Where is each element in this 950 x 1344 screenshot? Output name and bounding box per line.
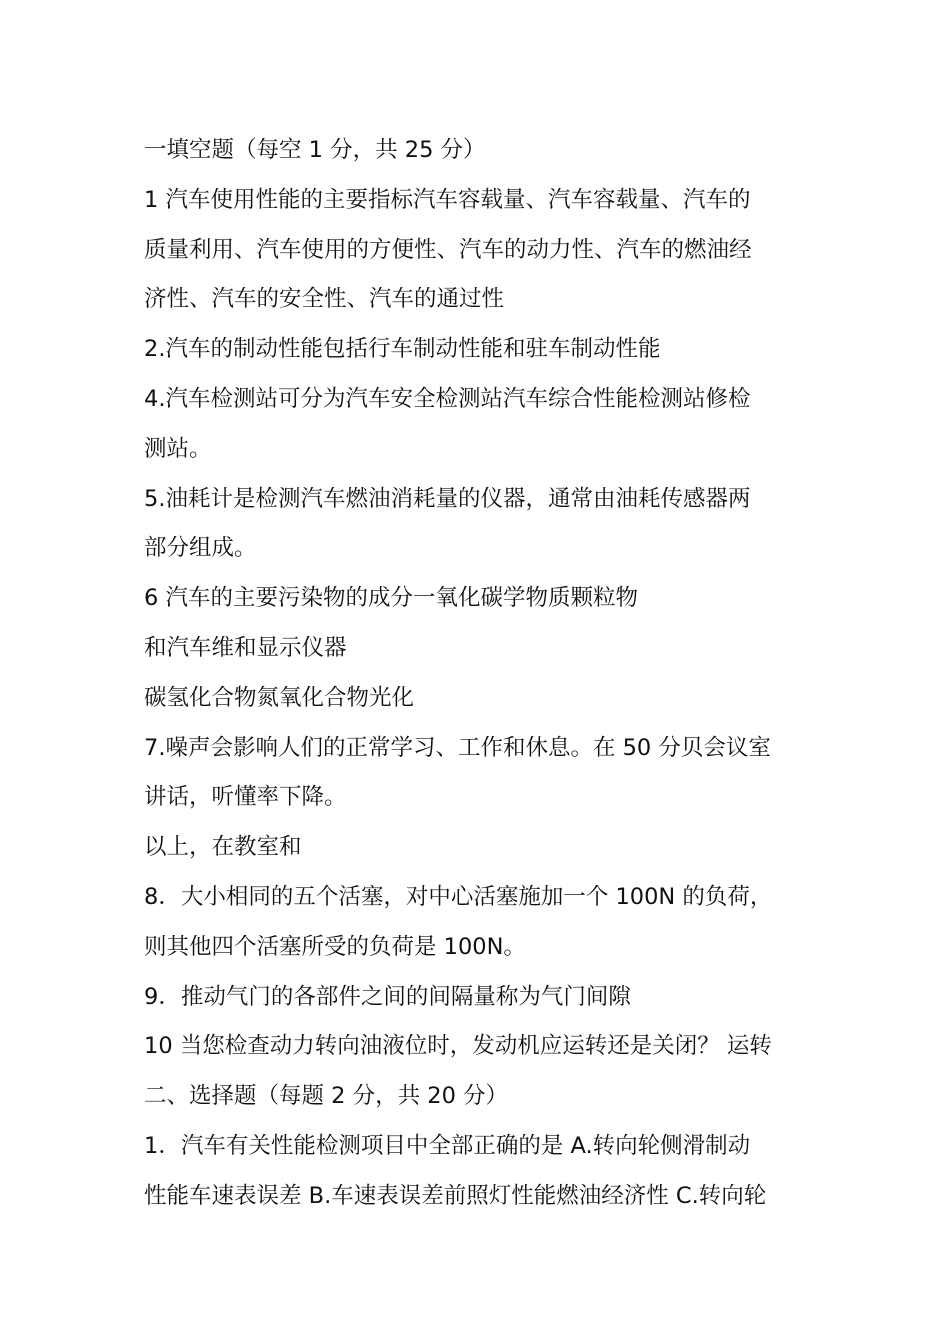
- paragraph-line: 7.噪声会影响人们的正常学习、工作和休息。在 50 分贝会议室: [144, 734, 771, 761]
- paragraph-line: 10 当您检查动力转向油液位时，发动机应运转还是关闭？ 运转: [144, 1033, 772, 1060]
- paragraph-line: 5.油耗计是检测汽车燃油消耗量的仪器，通常由油耗传感器两: [144, 485, 751, 512]
- paragraph-line: 和汽车维和显示仪器: [144, 634, 347, 661]
- paragraph-line: 1 汽车使用性能的主要指标汽车容载量、汽车容载量、汽车的: [144, 186, 751, 213]
- paragraph-line: 8．大小相同的五个活塞，对中心活塞施加一个 100N 的负荷，: [144, 883, 773, 910]
- paragraph-line: 4.汽车检测站可分为汽车安全检测站汽车综合性能检测站修检: [144, 385, 751, 412]
- paragraph-line: 测站。: [144, 435, 212, 462]
- paragraph-line: 1．汽车有关性能检测项目中全部正确的是 A.转向轮侧滑制动: [144, 1132, 751, 1159]
- paragraph-line: 质量利用、汽车使用的方便性、汽车的动力性、汽车的燃油经: [144, 236, 752, 263]
- paragraph-line: 讲话，听懂率下降。: [144, 784, 347, 811]
- paragraph-line: 碳氢化合物氮氧化合物光化: [144, 684, 415, 711]
- paragraph-line: 性能车速表误差 B.车速表误差前照灯性能燃油经济性 C.转向轮: [144, 1182, 767, 1209]
- paragraph-line: 9．推动气门的各部件之间的间隔量称为气门间隙: [144, 983, 631, 1010]
- paragraph-line: 以上，在教室和: [144, 834, 302, 861]
- section-heading-fill-in-blank: 一填空题（每空 1 分，共 25 分）: [144, 137, 486, 163]
- paragraph-line: 部分组成。: [144, 535, 257, 562]
- document-body: [144, 126, 824, 1222]
- paragraph-line: 济性、汽车的安全性、汽车的通过性: [144, 286, 505, 313]
- paragraph-line: 2.汽车的制动性能包括行车制动性能和驻车制动性能: [144, 336, 661, 363]
- section-heading-multiple-choice: 二、选择题（每题 2 分，共 20 分）: [144, 1083, 509, 1110]
- paragraph-line: 则其他四个活塞所受的负荷是 100N。: [144, 933, 526, 960]
- paragraph-line: 6 汽车的主要污染物的成分一氧化碳学物质颗粒物: [144, 585, 638, 612]
